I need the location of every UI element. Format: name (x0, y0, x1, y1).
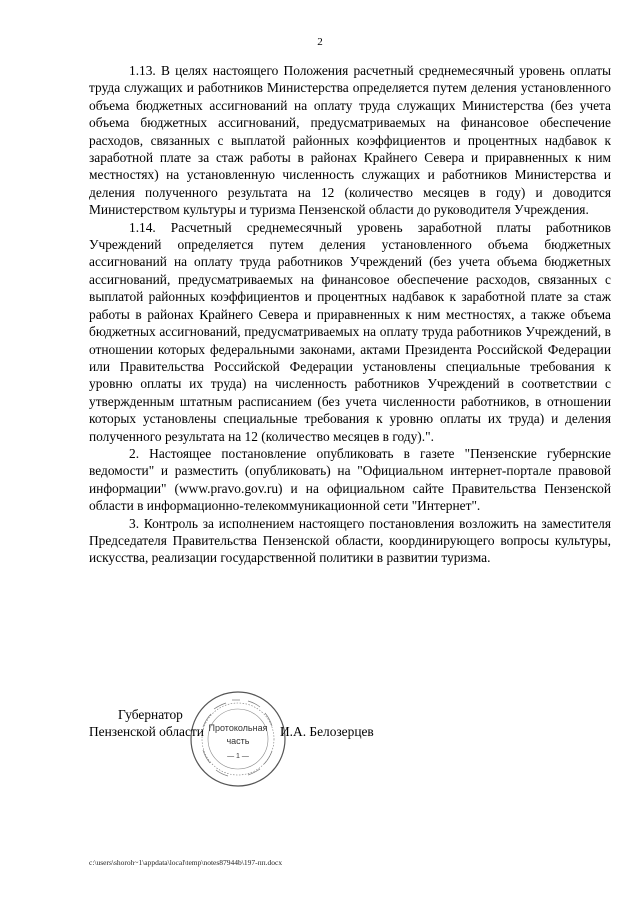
signatory-name: И.А. Белозерцев (280, 724, 374, 739)
stamp-label-line1: Протокольная (208, 723, 268, 733)
footer-file-path: c:\users\shoroh~1\appdata\local\temp\notes87944b\197-пп.docx (89, 858, 283, 867)
paragraph-1-14: 1.14. Расчетный среднемесячный уровень заработной платы работников Учреждений определяется путем деления установленного объема бюджетных ассигнований на оплату труда работников Учреждений (без учета объема бюджетных ассигнований, предусматриваемых на финансовое обеспечение расходов, связанных с выплатой районных коэффициентов и процентных надбавок к заработной плате за стаж работы в районах Крайнего Севера и приравненных к ним местностях, а также объема бюджетных ассигнований, предусматриваемых на оплату труда работников Учреждений, в отношении которых федеральными законами, актами Президента Российской Федерации или Правительства Российской Федерации установлены специальные требования к уровню оплаты их труда) на численность работников Учреждений в соответствии с утвержденным штатным расписанием (без учета численности работников, в отношении которых установлены специальные требования к уровню оплаты их труда) и деления полученного результата на 12 (количество месяцев в году).". (89, 219, 611, 444)
signature-block (89, 706, 429, 796)
paragraph-1-13: 1.13. В целях настоящего Положения расчетный среднемесячный уровень оплаты труда служащих и работников Министерства определяется путем деления установленного объема бюджетных ассигнований на оплату труда служащих Министерства (без учета объема бюджетных ассигнований, предусматриваемых на финансовое обеспечение расходов, связанных с выплатой районных коэффициентов и процентных надбавок к заработной плате за стаж работы в районах Крайнего Севера и приравненных к ним местностях) на установленную численность служащих и работников Министерства и деления полученного результата на 12 (количество месяцев в году) и доводится Министерством культуры и туризма Пензенской области до руководителя Учреждения. (89, 63, 611, 218)
paragraph-2: 2. Настоящее постановление опубликовать в газете "Пензенские губернские ведомости" и разместить (опубликовать) на "Официальном интернет-портале правовой информации" (www.pravo.gov.ru) и на официальном сайте Правительства Пензенской области в информационно-телекоммуникационной сети "Интернет". (89, 445, 611, 514)
stamp-label-line3: — 1 — (227, 753, 249, 760)
signatory-title-line2: Пензенской области (89, 724, 204, 739)
page-number: 2 (317, 36, 323, 48)
stamp-label-line2: часть (226, 736, 250, 746)
signatory-title-line1: Губернатор (118, 707, 183, 722)
paragraph-3: 3. Контроль за исполнением настоящего постановления возложить на заместителя Председателя Правительства Пензенской области, координирующего вопросы культуры, искусства, реализации государственной политики в развитии туризма. (89, 515, 611, 566)
document-body (89, 62, 611, 567)
